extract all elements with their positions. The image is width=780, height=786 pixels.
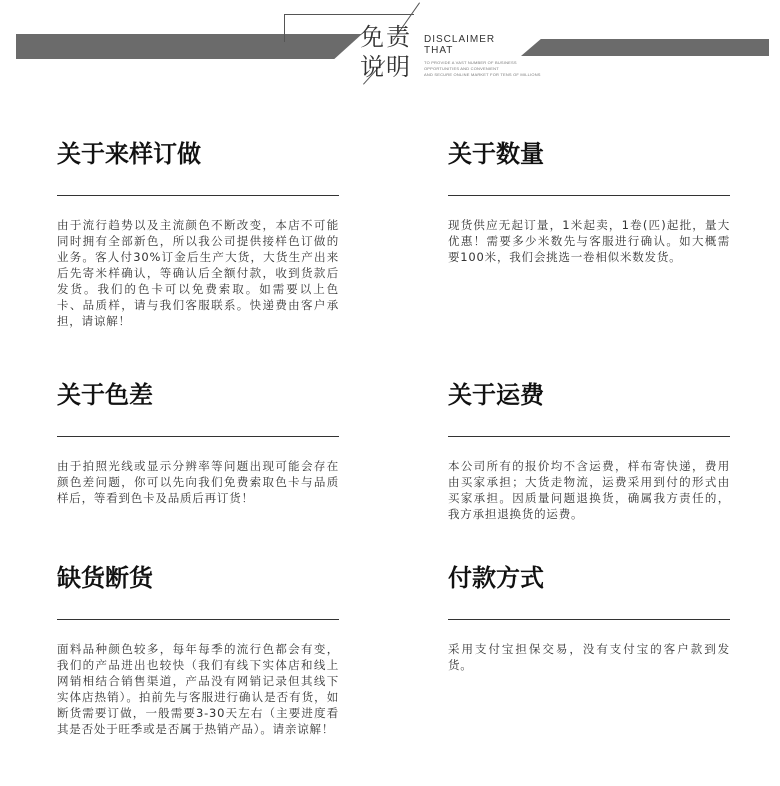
decorative-bar-left: [16, 34, 362, 59]
section-divider: [448, 195, 730, 196]
section-divider: [57, 619, 339, 620]
section-out-of-stock: [57, 563, 339, 737]
tagline-line: TO PROVIDE A VAST NUMBER OF BUSINESS: [424, 60, 517, 65]
page-title-line: 免责: [360, 23, 412, 51]
page-title-line: 说明: [360, 53, 412, 81]
tagline: [424, 60, 564, 78]
section-title: 关于数量: [448, 139, 544, 168]
tagline-line: OPPORTUNITIES AND CONVENIENT: [424, 66, 499, 71]
section-shipping: [448, 380, 730, 522]
section-body: 采用支付宝担保交易，没有支付宝的客户款到发货。: [448, 642, 730, 672]
section-divider: [448, 619, 730, 620]
section-custom-samples: [57, 139, 339, 329]
section-title: 关于来样订做: [57, 139, 201, 168]
decorative-bar-right: [521, 39, 769, 56]
section-divider: [57, 436, 339, 437]
decorative-frame-line: [284, 14, 285, 42]
section-body: 由于拍照光线或显示分辨率等问题出现可能会存在颜色差问题，你可以先向我们免费索取色卡与品质样后，等看到色卡及品质后再订货！: [57, 459, 339, 505]
page-title: [360, 22, 416, 82]
section-body: 面料品种颜色较多，每年每季的流行色都会有变，我们的产品进出也较快（我们有线下实体店和线上网销相结合销售渠道，产品没有网销记录但其线下实体店热销）。拍前先与客服进行确认是否有货，如断货需要订做，一般需要3-30天左右（主要进度看其是否处于旺季或是否属于热销产品）。请亲谅解！: [57, 642, 339, 736]
tagline-line: AND SECURE ONLINE MARKET FOR TENS OF MILLIONS: [424, 72, 541, 77]
decorative-frame-line: [284, 14, 414, 15]
english-title-line: DISCLAIMER: [424, 34, 496, 45]
section-body: 本公司所有的报价均不含运费，样布寄快递，费用由买家承担；大货走物流，运费采用到付的形式由买家承担。因质量问题退换货，确属我方责任的，我方承担退换货的运费。: [448, 459, 730, 521]
section-body: 由于流行趋势以及主流颜色不断改变，本店不可能同时拥有全部新色，所以我公司提供接样色订做的业务。客人付30%订金后生产大货，大货生产出来后先寄米样确认，等确认后全额付款，收到货款后发货。我们的色卡可以免费索取。如需要以上色卡、品质样，请与我们客服联系。快递费由客户承担，请谅解！: [57, 218, 339, 328]
section-title: 关于运费: [448, 380, 544, 409]
section-divider: [448, 436, 730, 437]
disclaimer-header: [0, 0, 780, 112]
section-quantity: [448, 139, 730, 265]
page-title-english: [424, 34, 495, 56]
section-title: 关于色差: [57, 380, 153, 409]
section-title: 缺货断货: [57, 563, 153, 592]
section-payment: [448, 563, 730, 673]
section-divider: [57, 195, 339, 196]
english-title-line: THAT: [424, 45, 454, 56]
section-title: 付款方式: [448, 563, 544, 592]
section-body: 现货供应无起订量，1米起卖，1卷(匹)起批，量大优惠！需要多少米数先与客服进行确认。如大概需要100米，我们会挑选一卷相似米数发货。: [448, 218, 730, 264]
section-color-difference: [57, 380, 339, 506]
